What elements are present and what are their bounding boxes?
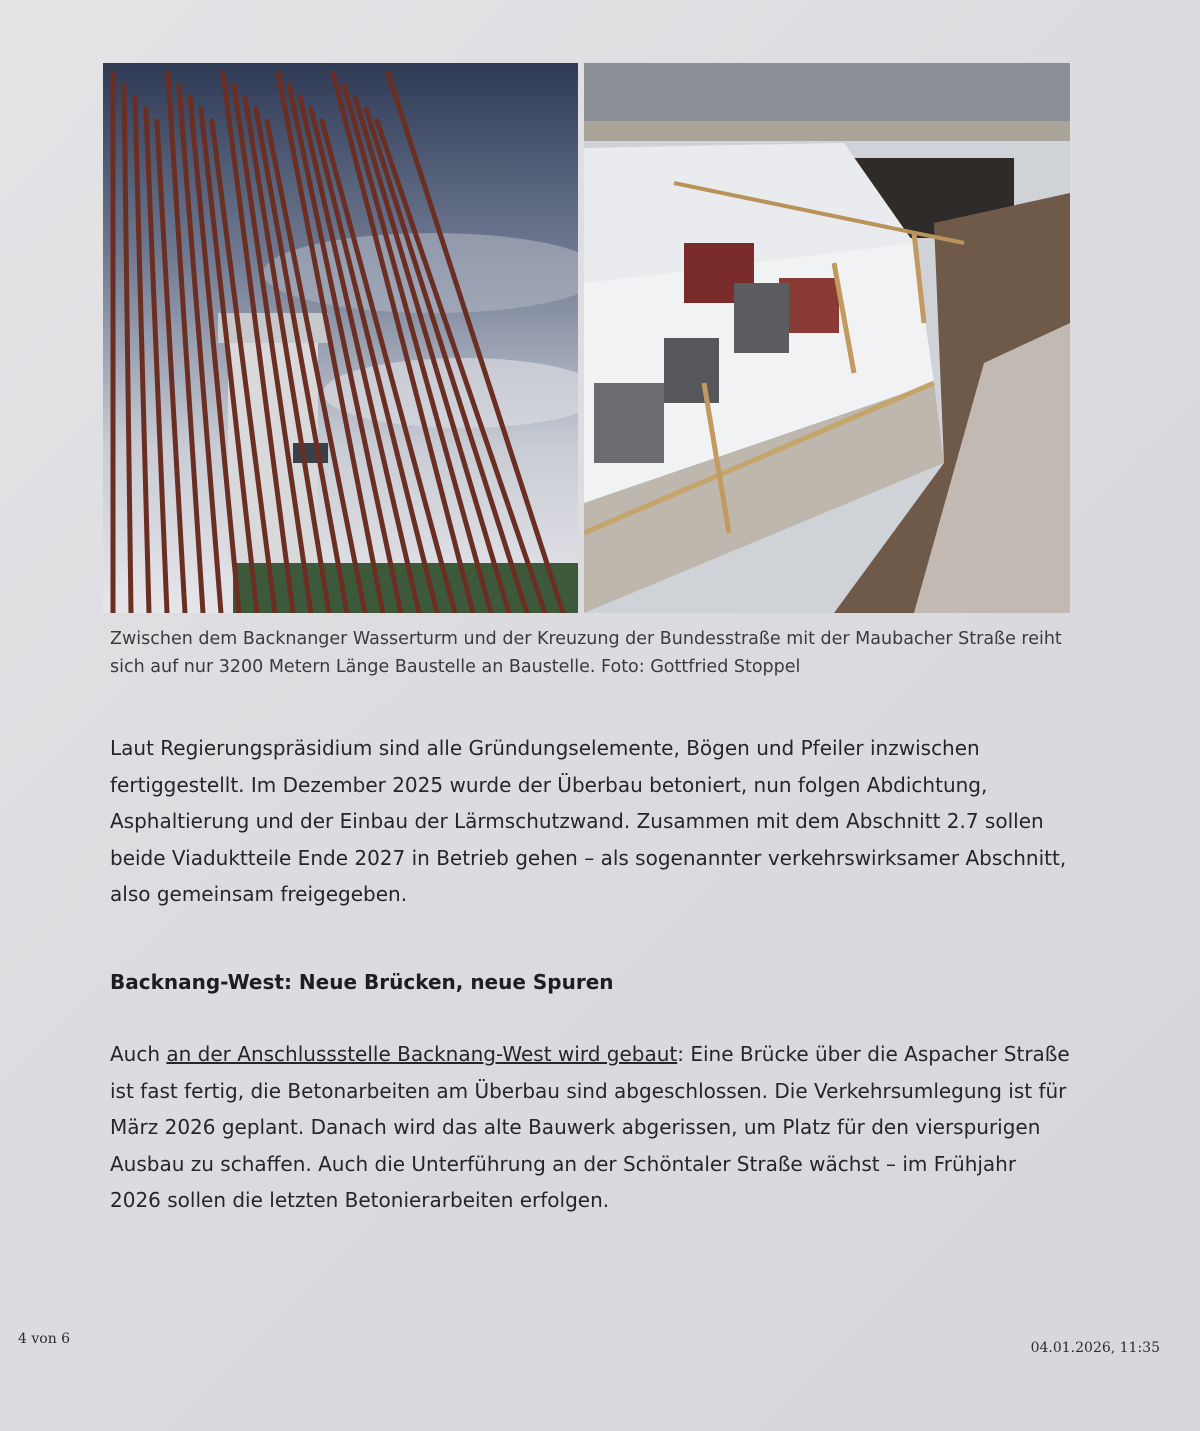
print-timestamp: 04.01.2026, 11:35: [1030, 1340, 1160, 1356]
backnang-west-link[interactable]: an der Anschlussstelle Backnang-West wird gebaut: [166, 1042, 678, 1066]
construction-photo-graphic: [584, 63, 1070, 613]
paragraph-2-rest: : Eine Brücke über die Aspacher Straße ist fast fertig, die Betonarbeiten am Überbau sind abgeschlossen. Die Verkehrsumlegung ist für März 2026 geplant. Danach wird das alte Bauwerk abgerissen, um Platz für den vierspurigen Ausbau zu schaffen. Auch die Unterführung an der Schöntaler Straße wächst – im Frühjahr 2026 sollen die letzten Betonierarbeiten erfolgen.: [110, 1042, 1070, 1212]
photo-rebar-water-tower: [103, 63, 578, 613]
article-paragraph-2: [110, 1036, 1070, 1219]
article-paragraph-1: Laut Regierungspräsidium sind alle Gründungselemente, Bögen und Pfeiler inzwischen fertiggestellt. Im Dezember 2025 wurde der Überbau betoniert, nun folgen Abdichtung, Asphaltierung und der Einbau der Lärmschutzwand. Zusammen mit dem Abschnitt 2.7 sollen beide Viaduktteile Ende 2027 in Betrieb gehen – als sogenannter verkehrswirksamer Abschnitt, also gemeinsam freigegeben.: [110, 736, 1067, 906]
rebar-photo-graphic: [103, 63, 578, 613]
photo-caption: Zwischen dem Backnanger Wasserturm und der Kreuzung der Bundesstraße mit der Maubacher Straße reiht sich auf nur 3200 Metern Länge Baustelle an Baustelle. Foto: Gottfried Stoppel: [110, 629, 1062, 677]
paragraph-2-intro: Auch: [110, 1042, 167, 1066]
section-heading: Backnang-West: Neue Brücken, neue Spuren: [110, 970, 614, 994]
photo-construction-site: [584, 63, 1070, 613]
page-number: 4 von 6: [18, 1331, 71, 1347]
